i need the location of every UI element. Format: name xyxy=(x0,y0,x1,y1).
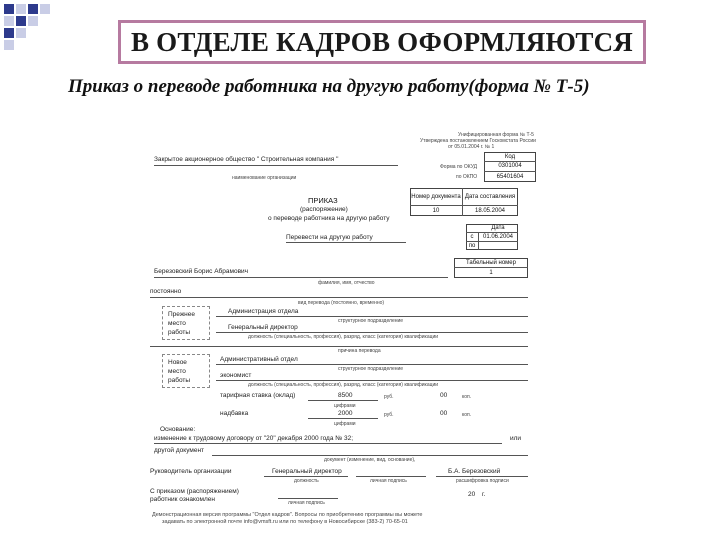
head-position-caption: должность xyxy=(294,478,319,484)
employee-name: Березовский Борис Абрамович xyxy=(154,268,249,275)
decor-square-10 xyxy=(4,40,14,50)
doc-number-header: Номер документа xyxy=(411,193,461,200)
okud-value: 0301004 xyxy=(498,163,522,169)
decor-square-5 xyxy=(4,16,14,26)
decor-square-2 xyxy=(16,4,26,14)
new-place-label: Новое место работы xyxy=(168,359,191,384)
decor-square-7 xyxy=(28,16,38,26)
org-caption: наименование организации xyxy=(232,175,297,181)
kop-label-2: коп. xyxy=(462,412,472,418)
decor-square-4 xyxy=(40,4,50,14)
prev-department: Администрация отдела xyxy=(228,308,299,315)
bonus-label: надбавка xyxy=(220,410,249,417)
acquainted-label: С приказом (распоряжением) работник ознакомлен xyxy=(150,488,239,503)
heading-box xyxy=(118,20,646,64)
decor-square-1 xyxy=(4,4,14,14)
order-sub: (распоряжение) xyxy=(300,206,348,213)
other-doc: другой документ xyxy=(154,447,205,454)
decor-square-3 xyxy=(28,4,38,14)
kop-label-1: коп. xyxy=(462,394,472,400)
rub-2: руб. xyxy=(384,412,394,418)
new-struct-caption: структурное подразделение xyxy=(338,366,404,372)
decor-square-6 xyxy=(16,16,26,26)
prev-position-caption: должность (специальность, профессия), разряд, класс (категория) квалификации xyxy=(248,334,439,340)
org-name: Закрытое акционерное общество " Строительная компания " xyxy=(154,156,339,163)
new-position-caption: должность (специальность, профессия), разряд, класс (категория) квалификации xyxy=(248,382,439,388)
order-about: о переводе работника на другую работу xyxy=(268,215,390,222)
tariff-label: тарифная ставка (оклад) xyxy=(220,392,296,399)
year-g: г. xyxy=(482,491,486,498)
digits-caption-2: цифрами xyxy=(334,421,356,427)
head-label: Руководитель организации xyxy=(150,468,232,475)
tab-header: Табельный номер xyxy=(466,259,516,266)
signature-caption: личная подпись xyxy=(370,478,407,484)
footer-line-2: задавать по электронной почте info@vmsft.ru или по телефону в Новосибирске (383-2) 70-65-01 xyxy=(162,519,408,525)
head-name-caption: расшифровка подписи xyxy=(456,478,509,484)
digits-caption-1: цифрами xyxy=(334,403,356,409)
permanently: постоянно xyxy=(150,288,182,295)
decor-square-8 xyxy=(4,28,14,38)
doc-caption: документ (изменение, вид, основание), xyxy=(324,457,416,463)
to-label: по xyxy=(468,242,476,249)
new-department: Административный отдел xyxy=(220,356,298,363)
contract-or: или xyxy=(510,435,522,442)
transfer-type: Перевести на другую работу xyxy=(286,234,373,241)
kop-2: 00 xyxy=(440,410,448,417)
tariff-value: 8500 xyxy=(338,392,353,399)
date-header: Дата xyxy=(491,225,505,231)
decor-square-9 xyxy=(16,28,26,38)
reason-caption: причина перевода xyxy=(338,348,381,354)
contract-change: изменение к трудовому договору от "20" декабря 2000 года № 32; xyxy=(154,435,354,442)
year-mark: 20 xyxy=(468,491,476,498)
doc-date: 18.05.2004 xyxy=(474,207,506,214)
footer-line-1: Демонстрационная версия программы "Отдел кадров". Вопросы по приобретению программы вы можете xyxy=(152,512,423,518)
doc-date-header: Дата составления xyxy=(464,193,516,200)
okpo-value: 65401604 xyxy=(496,173,524,180)
slide-subtitle: Приказ о переводе работника на другую работу(форма № Т-5) xyxy=(68,76,590,97)
bonus-value: 2000 xyxy=(338,410,353,417)
slide-heading: В ОТДЕЛЕ КАДРОВ ОФОРМЛЯЮТСЯ xyxy=(131,26,633,57)
order-title: ПРИКАЗ xyxy=(308,196,338,205)
approval-line-3: от 05.01.2004 г. № 1 xyxy=(448,144,495,150)
prev-position: Генеральный директор xyxy=(228,324,298,331)
code-header: Код xyxy=(504,153,516,160)
employee-caption: фамилия, имя, отчество xyxy=(318,280,375,286)
tab-number: 1 xyxy=(489,269,493,276)
prev-place-label: Прежнее место работы xyxy=(168,311,195,336)
kop-1: 00 xyxy=(440,392,448,399)
from-date: 01.06.2004 xyxy=(482,233,514,240)
new-position: экономист xyxy=(220,372,252,379)
approval-line-2: Утверждена постановлением Госкомстата России xyxy=(420,138,536,144)
okud-label: Форма по ОКУД xyxy=(440,164,478,170)
from-label: с xyxy=(470,233,474,240)
okpo-label: по ОКПО xyxy=(456,174,478,180)
head-name: Б.А. Березовский xyxy=(448,468,501,475)
basis-label: Основание: xyxy=(160,426,196,433)
doc-number: 10 xyxy=(432,207,440,214)
head-position: Генеральный директор xyxy=(272,468,342,475)
approval-line-1: Унифицированная форма № Т-5 xyxy=(458,132,534,138)
transfer-kind-caption: вид перевода (постоянно, временно) xyxy=(298,300,385,306)
sign-caption-2: личная подпись xyxy=(288,500,325,506)
form-t5-scan xyxy=(148,128,540,528)
prev-struct-caption: структурное подразделение xyxy=(338,318,404,324)
rub-1: руб. xyxy=(384,394,394,400)
